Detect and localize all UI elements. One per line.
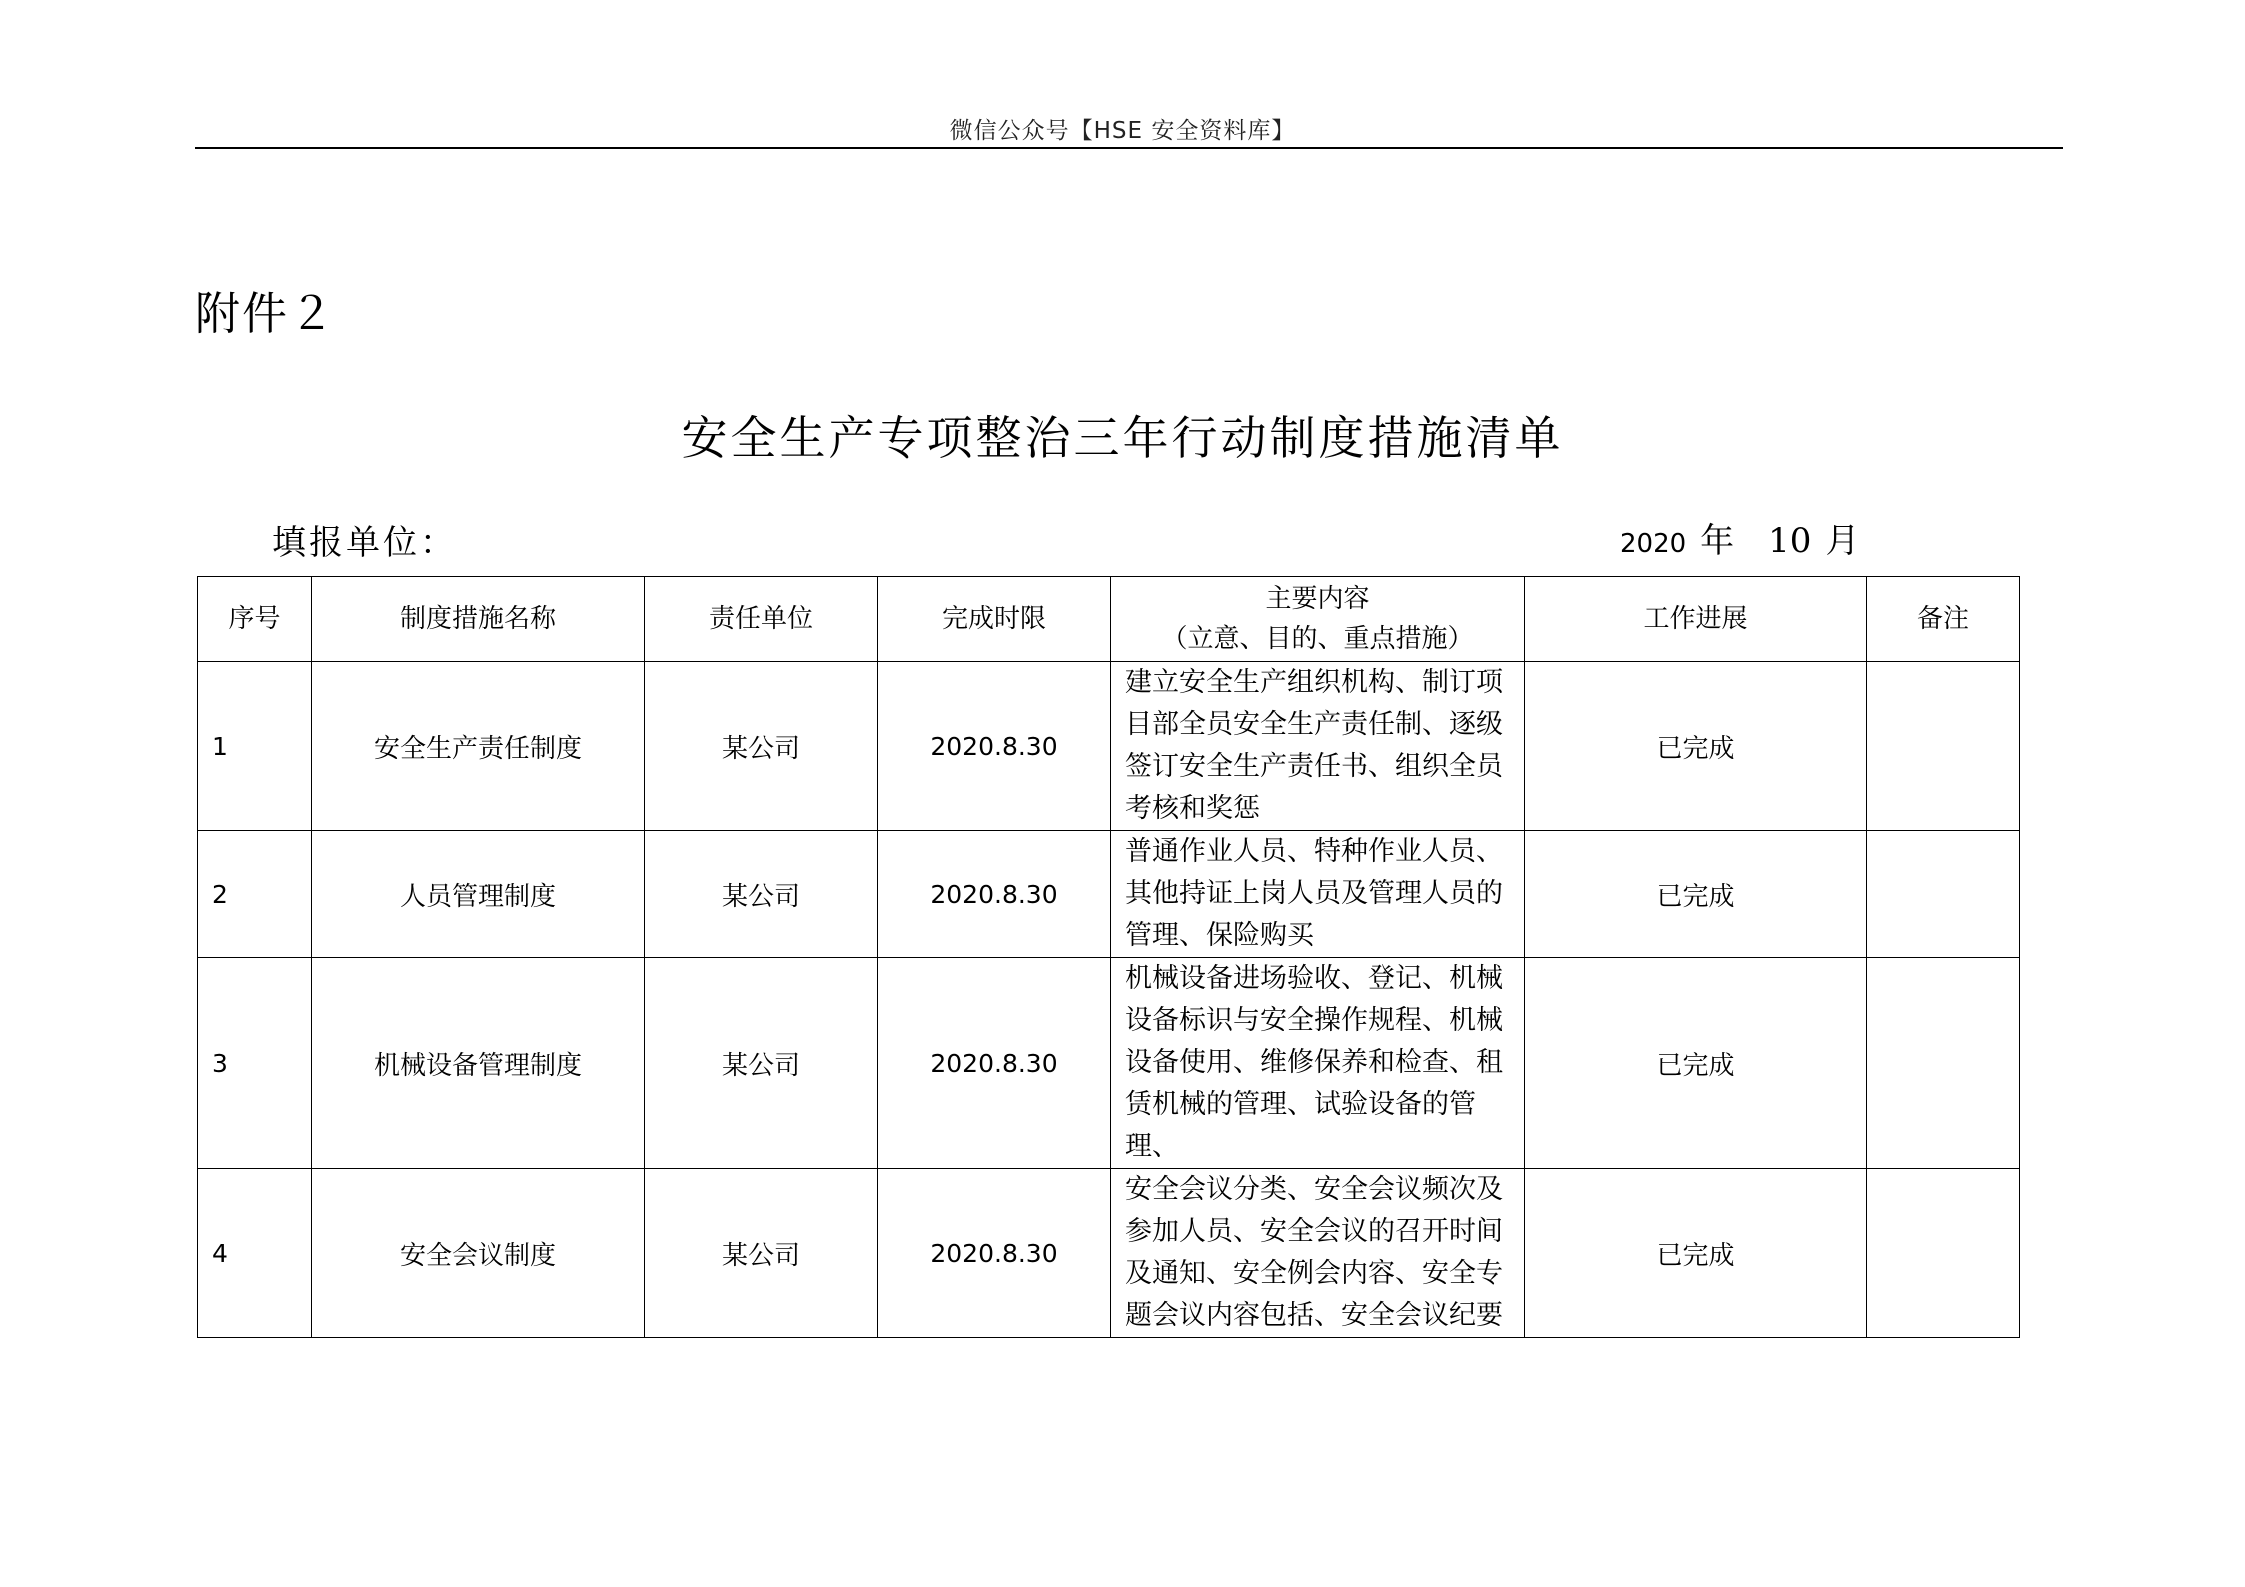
table-row xyxy=(198,1169,2020,1338)
header-note: 备注 xyxy=(1867,577,2020,662)
table-row xyxy=(198,831,2020,958)
table-header-row xyxy=(198,577,2020,662)
header-content-line2: （立意、目的、重点措施） xyxy=(1161,624,1474,654)
cell-unit: 某公司 xyxy=(645,662,878,831)
cell-deadline: 2020.8.30 xyxy=(878,1169,1111,1338)
cell-seq: 2 xyxy=(198,831,312,958)
cell-progress: 已完成 xyxy=(1525,662,1867,831)
measures-table xyxy=(197,576,2020,1338)
table-row xyxy=(198,662,2020,831)
cell-name: 安全会议制度 xyxy=(312,1169,645,1338)
cell-content: 建立安全生产组织机构、制订项目部全员安全生产责任制、逐级签订安全生产责任书、组织全员考核和奖惩 xyxy=(1111,662,1525,831)
cell-seq: 4 xyxy=(198,1169,312,1338)
cell-seq: 3 xyxy=(198,958,312,1169)
cell-content: 普通作业人员、特种作业人员、其他持证上岗人员及管理人员的管理、保险购买 xyxy=(1111,831,1525,958)
header-content-line1: 主要内容 xyxy=(1265,584,1370,614)
month-suffix: 月 xyxy=(1825,521,1860,561)
cell-note xyxy=(1867,958,2020,1169)
header-seq: 序号 xyxy=(198,577,312,662)
cell-content: 机械设备进场验收、登记、机械设备标识与安全操作规程、机械设备使用、维修保养和检查、租赁机械的管理、试验设备的管理、 xyxy=(1111,958,1525,1169)
cell-name: 机械设备管理制度 xyxy=(312,958,645,1169)
cell-name: 人员管理制度 xyxy=(312,831,645,958)
cell-deadline: 2020.8.30 xyxy=(878,958,1111,1169)
cell-deadline: 2020.8.30 xyxy=(878,662,1111,831)
header-rule xyxy=(195,147,2063,149)
cell-note xyxy=(1867,1169,2020,1338)
cell-content: 安全会议分类、安全会议频次及参加人员、安全会议的召开时间及通知、安全例会内容、安全专题会议内容包括、安全会议纪要 xyxy=(1111,1169,1525,1338)
report-month: 10 xyxy=(1768,521,1812,561)
report-date xyxy=(1620,513,1859,562)
header-name: 制度措施名称 xyxy=(312,577,645,662)
cell-progress: 已完成 xyxy=(1525,1169,1867,1338)
year-suffix: 年 xyxy=(1700,521,1735,561)
header-content xyxy=(1111,577,1525,662)
cell-note xyxy=(1867,831,2020,958)
header-unit: 责任单位 xyxy=(645,577,878,662)
cell-deadline: 2020.8.30 xyxy=(878,831,1111,958)
attachment-label: 附件２ xyxy=(195,287,337,340)
cell-note xyxy=(1867,662,2020,831)
cell-name: 安全生产责任制度 xyxy=(312,662,645,831)
page-header: 微信公众号【HSE 安全资料库】 xyxy=(949,118,1296,144)
document-title: 安全生产专项整治三年行动制度措施清单 xyxy=(681,411,1564,465)
report-year: 2020 xyxy=(1620,529,1687,559)
table-row xyxy=(198,958,2020,1169)
cell-unit: 某公司 xyxy=(645,958,878,1169)
cell-unit: 某公司 xyxy=(645,1169,878,1338)
header-deadline: 完成时限 xyxy=(878,577,1111,662)
cell-progress: 已完成 xyxy=(1525,831,1867,958)
header-progress: 工作进展 xyxy=(1525,577,1867,662)
cell-seq: 1 xyxy=(198,662,312,831)
cell-unit: 某公司 xyxy=(645,831,878,958)
reporting-unit-label: 填报单位： xyxy=(272,523,457,563)
cell-progress: 已完成 xyxy=(1525,958,1867,1169)
